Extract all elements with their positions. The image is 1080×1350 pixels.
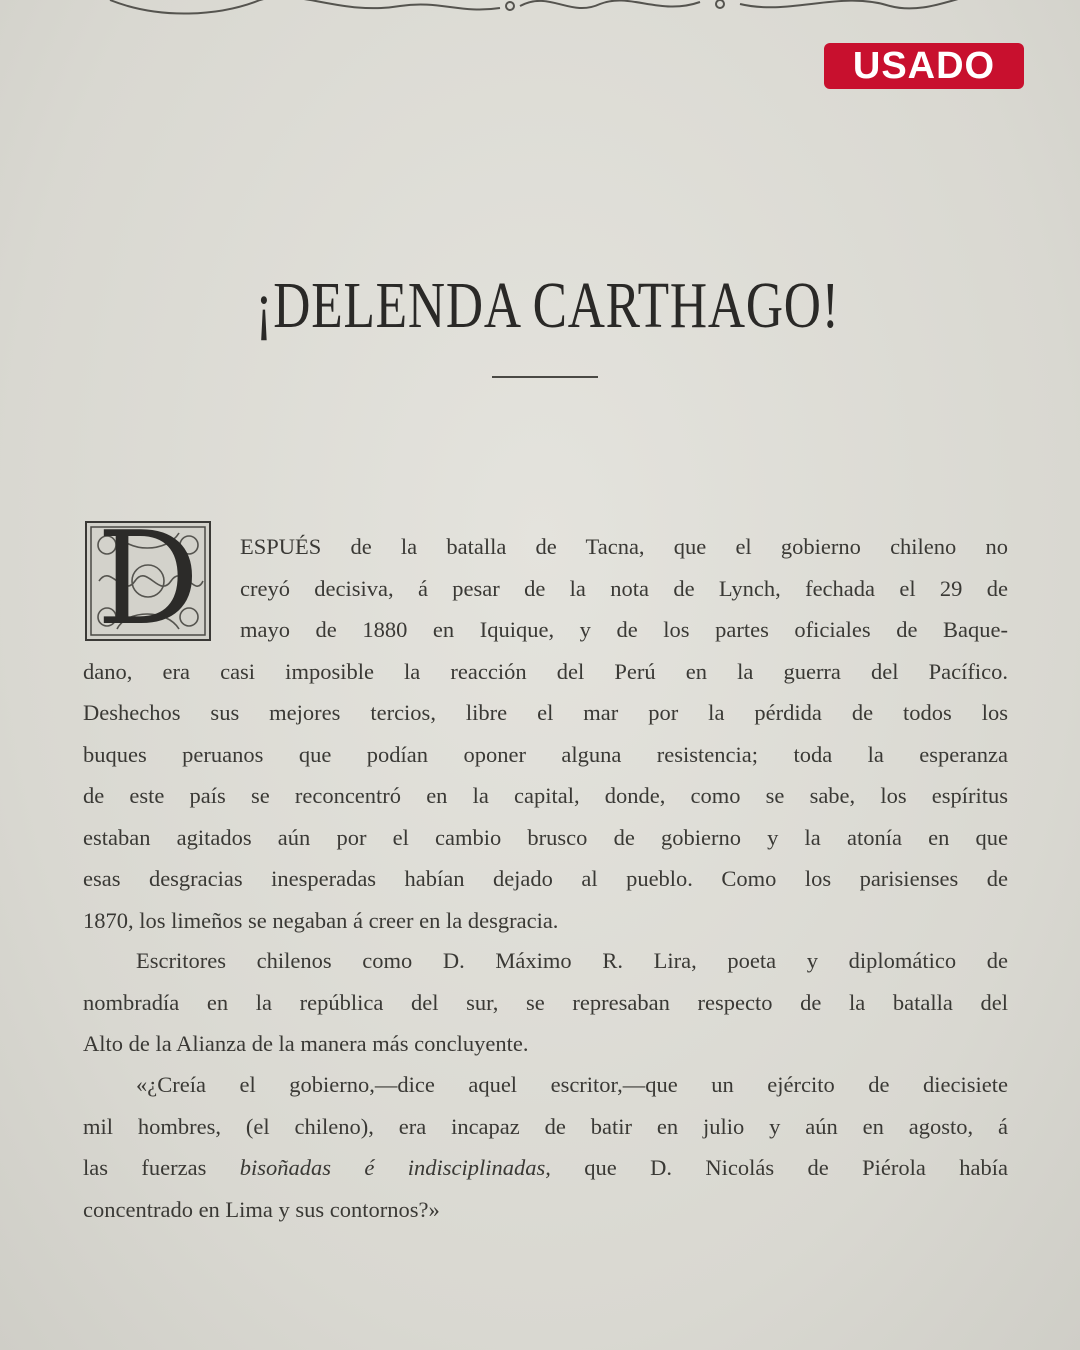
paragraph-1 bbox=[83, 526, 1008, 941]
header-ornament bbox=[100, 0, 980, 20]
paragraph-line: mil hombres, (el chileno), era incapaz de batir en julio y aún en agosto, á bbox=[83, 1113, 1008, 1139]
paragraph-line: ESPUÉS de la batalla de Tacna, que el gobierno chileno no bbox=[240, 534, 1008, 559]
paragraph-line bbox=[83, 1147, 1008, 1189]
chapter-title: ¡DELENDA CARTHAGO! bbox=[255, 269, 840, 342]
paragraph-line: creyó decisiva, á pesar de la nota de Lynch, fechada el 29 de bbox=[240, 575, 1008, 601]
quote-text: que D. Nicolás de Piérola había bbox=[584, 1155, 1008, 1180]
quote-italic-text: bisoñadas é indisciplinadas, bbox=[239, 1155, 551, 1180]
paragraph-line: Escritores chilenos como D. Máximo R. Lira, poeta y diplomático de bbox=[136, 948, 1008, 973]
paragraph-line: 1870, los limeños se negaban á creer en la desgracia. bbox=[83, 907, 559, 933]
paragraph-line: Alto de la Alianza de la manera más concluyente. bbox=[83, 1031, 529, 1056]
paragraph-line: concentrado en Lima y sus contornos?» bbox=[83, 1196, 440, 1222]
paragraph-line: mayo de 1880 en Iquique, y de los partes oficiales de Baque- bbox=[240, 617, 1008, 642]
paragraph-3-quote bbox=[83, 1064, 1008, 1230]
used-badge: USADO bbox=[824, 43, 1024, 89]
dropcap-letter: D bbox=[96, 505, 200, 654]
title-rule bbox=[492, 376, 598, 378]
paragraph-2 bbox=[83, 940, 1008, 1065]
paragraph-line: esas desgracias inesperadas habían dejado al pueblo. Como los parisienses de bbox=[83, 866, 1008, 891]
paragraph-line: buques peruanos que podían oponer alguna resistencia; toda la esperanza bbox=[83, 741, 1008, 767]
quote-text: las fuerzas bbox=[83, 1155, 207, 1180]
paragraph-line: «¿Creía el gobierno,—dice aquel escritor,—que un ejército de diecisiete bbox=[136, 1072, 1008, 1097]
paragraph-line: de este país se reconcentró en la capital, donde, como se sabe, los espíritus bbox=[83, 783, 1008, 808]
paragraph-line: estaban agitados aún por el cambio brusco de gobierno y la atonía en que bbox=[83, 824, 1008, 850]
paragraph-line: dano, era casi imposible la reacción del Perú en la guerra del Pacífico. bbox=[83, 658, 1008, 684]
paragraph-line: nombradía en la república del sur, se represaban respecto de la batalla del bbox=[83, 989, 1008, 1015]
paragraph-line: Deshechos sus mejores tercios, libre el mar por la pérdida de todos los bbox=[83, 700, 1008, 725]
